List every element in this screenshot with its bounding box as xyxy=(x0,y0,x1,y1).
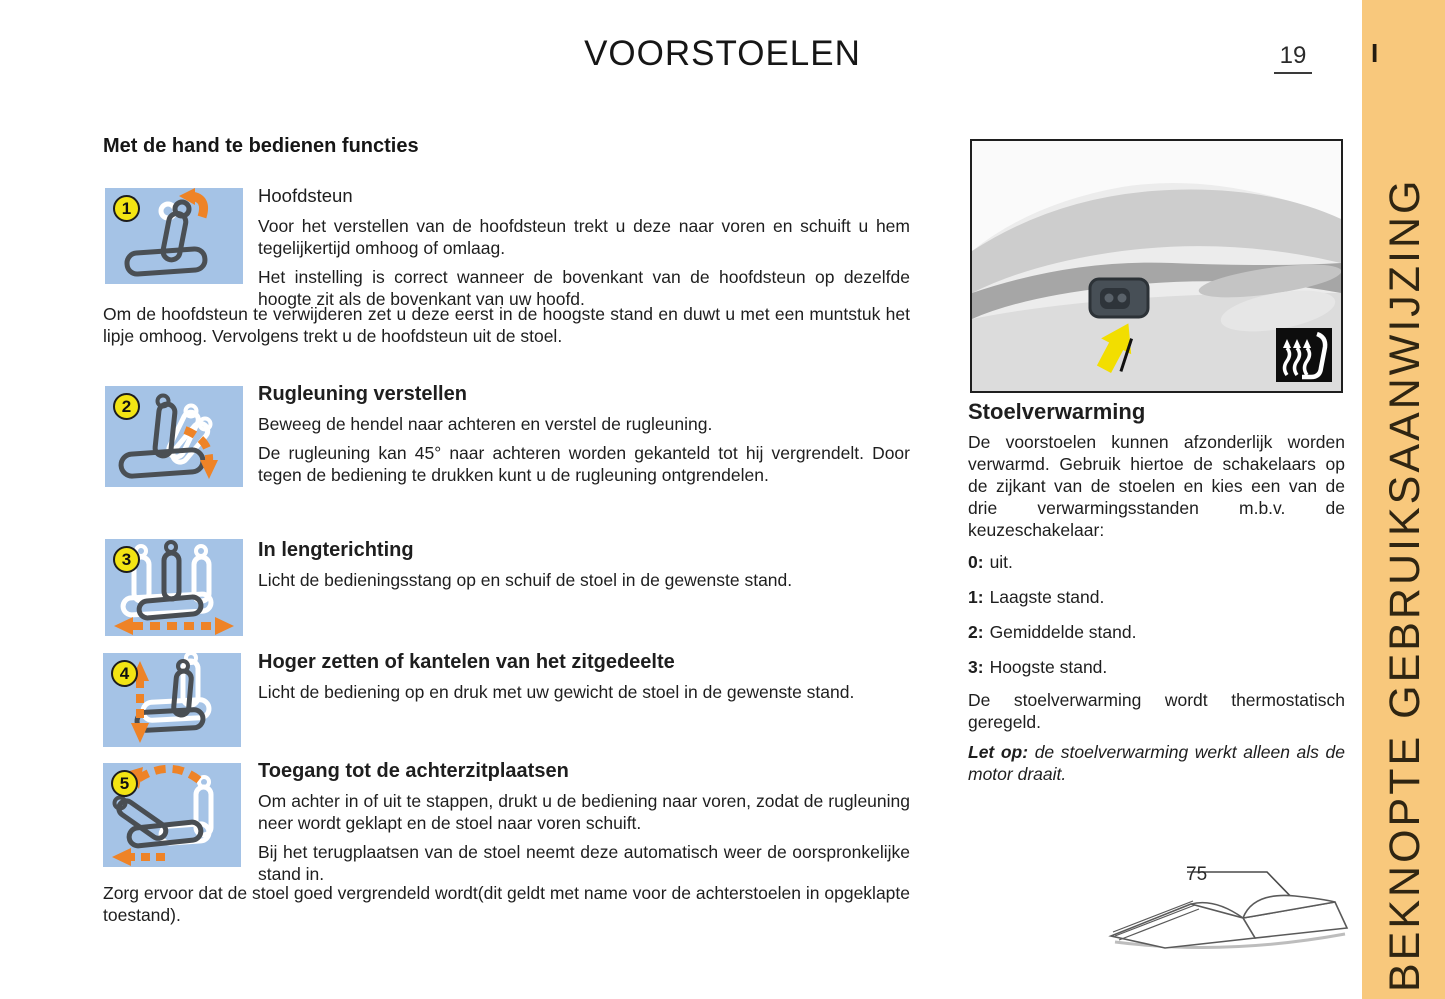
section-title: Toegang tot de achterzitplaatsen xyxy=(258,760,569,782)
section-paragraph: De rugleuning kan 45° naar achteren worden gekanteld tot hij vergrendelt. Door tegen de bediening te drukken kunt u de rugleuning ontgrendelen. xyxy=(258,443,910,485)
manual-book-illustration xyxy=(1095,842,1350,972)
heating-setting-1: 1: Laagste stand. xyxy=(968,587,1105,607)
heating-setting-3: 3: Hoogste stand. xyxy=(968,657,1108,677)
section-heading: Met de hand te bedienen functies xyxy=(103,135,419,157)
illustration-height xyxy=(103,653,241,747)
section-paragraph: Bij het terugplaatsen van de stoel neemt deze automatisch weer de oorspronkelijke stand in. xyxy=(258,842,910,884)
heating-heading: Stoelverwarming xyxy=(968,399,1146,424)
section-height xyxy=(258,650,910,710)
section-paragraph: Beweeg de hendel naar achteren en verstel de rugleuning. xyxy=(258,414,713,434)
section-recline xyxy=(258,382,910,493)
section-rear-access xyxy=(258,759,910,892)
sidebar-vertical-title: BEKNOPTE GEBRUIKSAANWIJZING xyxy=(1381,177,1429,992)
illustration-recline xyxy=(105,386,243,487)
step-badge-5: 5 xyxy=(111,770,138,797)
illustration-rear-access xyxy=(103,763,241,867)
section-paragraph: Licht de bedieningsstang op en schuif de stoel in de gewenste stand. xyxy=(258,570,793,590)
step-badge-1: 1 xyxy=(113,195,140,222)
illustration-slide xyxy=(105,539,243,636)
locking-note: Zorg ervoor dat de stoel goed vergrendeld wordt(dit geldt met name voor de achterstoelen in opgeklapte toestand). xyxy=(103,883,910,925)
step-badge-3: 3 xyxy=(113,546,140,573)
section-headrest xyxy=(258,184,910,317)
book-page-reference: 75 xyxy=(1186,864,1208,885)
illustration-headrest xyxy=(105,188,243,284)
section-title: Rugleuning verstellen xyxy=(258,383,467,405)
section-paragraph: Om achter in of uit te stappen, drukt u de bediening naar voren, zodat de rugleuning neer wordt geklapt en de stoel naar voren schuift. xyxy=(258,791,910,833)
headrest-removal-note: Om de hoofdsteun te verwijderen zet u deze eerst in de hoogste stand en duwt u met een muntstuk het lipje omhoog. Vervolgens trekt u de hoofdsteun uit de stoel. xyxy=(103,304,910,346)
section-title: In lengterichting xyxy=(258,539,414,561)
heating-intro: De voorstoelen kunnen afzonderlijk worden verwarmd. Gebruik hiertoe de schakelaars op de zijkant van de stoelen en kies een van de drie verwarmingsstanden m.b.v. de keuzeschakelaar: xyxy=(968,432,1345,540)
heating-warning: Let op: de stoelverwarming werkt alleen als de motor draait. xyxy=(968,742,1345,784)
section-slide xyxy=(258,538,910,598)
step-badge-2: 2 xyxy=(113,393,140,420)
step-badge-4: 4 xyxy=(111,660,138,687)
section-title: Hoger zetten of kantelen van het zitgedeelte xyxy=(258,651,675,673)
section-paragraph: Het instelling is correct wanneer de bovenkant van de hoofdsteun op dezelfde hoogte zit als de bovenkant van uw hoofd. xyxy=(258,267,910,309)
heating-section xyxy=(968,401,1345,793)
chapter-roman-numeral: I xyxy=(1371,38,1379,68)
heater-switch-photo xyxy=(970,139,1343,393)
section-paragraph: Licht de bediening op en druk met uw gewicht de stoel in de gewenste stand. xyxy=(258,682,855,702)
heated-seat-icon xyxy=(1276,328,1332,382)
page-number: 19 xyxy=(1262,42,1324,74)
heating-setting-2: 2: Gemiddelde stand. xyxy=(968,622,1137,642)
heating-setting-0: 0: uit. xyxy=(968,552,1013,572)
section-paragraph: Voor het verstellen van de hoofdsteun trekt u deze naar voren en schuift u hem tegelijkertijd omhoog of omlaag. xyxy=(258,216,910,258)
page-title: VOORSTOELEN xyxy=(584,34,861,73)
section-title: Hoofdsteun xyxy=(258,185,353,206)
thermostat-note: De stoelverwarming wordt thermostatisch geregeld. xyxy=(968,690,1345,732)
